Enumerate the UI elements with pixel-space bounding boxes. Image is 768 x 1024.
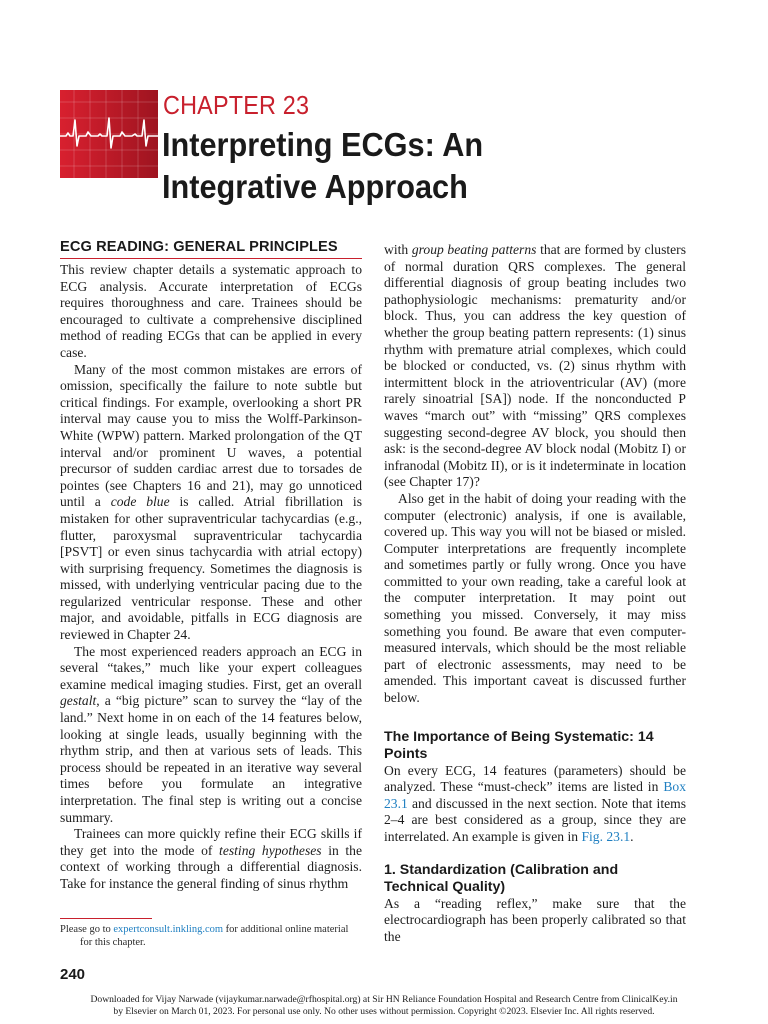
chapter-banner bbox=[60, 90, 158, 178]
paragraph: As a “reading reflex,” make sure that the electrocardiograph has been properly calibrated so that the bbox=[384, 895, 686, 944]
right-column bbox=[384, 242, 686, 945]
download-notice: Downloaded for Vijay Narwade (vijaykumar.narwade@rfhospital.org) at Sir HN Reliance Foundation Hospital and Research Centre from ClinicalKey.in by Elsevier on March 01, 2023. For personal use only. No other uses without permission. Copyright ©2023. Elsevier Inc. All rights reserved. bbox=[90, 994, 678, 1017]
subsection-heading: 1. Standardization (Calibration and Technical Quality) bbox=[384, 861, 619, 895]
paragraph: The most experienced readers approach an ECG in several “takes,” much like your expert colleagues examine medical imaging studies. First, get an overall gestalt, a “big picture” scan to survey the “lay of the land.” Next home in on each of the 14 features below, looking at single leads, usually beginning with the rhythm strip, and then at various sets of leads. This process should be repeated in an iterative way several times before you formulate an integrative interpretation. The final step is writing out a concise summary. bbox=[60, 643, 362, 825]
paragraph: Also get in the habit of doing your reading with the computer (electronic) analysis, if one is available, covered up. This way you will not be biased or misled. Computer interpretations are frequently incomplete and sometimes partly or fully wrong. Once you have committed to your own reading, take a careful look at the computer interpretation. It may point out something you missed. Conversely, it may miss something you found. Be aware that even computer-measured intervals, which should be the most reliable part of electronic assessments, may need to be amended. This important caveat is discussed further below. bbox=[384, 490, 686, 706]
footnote-divider bbox=[60, 918, 152, 919]
chapter-title bbox=[162, 124, 701, 208]
expertconsult-link[interactable]: expertconsult.inkling.com bbox=[113, 924, 224, 935]
chapter-label: CHAPTER 23 bbox=[163, 90, 310, 120]
footnote: Please go to expertconsult.inkling.com for additional online material for this chapter. bbox=[60, 924, 349, 948]
paragraph: with group beating patterns that are formed by clusters of normal duration QRS complexes. The general differential diagnosis of group beating includes two pathophysiologic mechanisms: prematurity and/or block. Thus, you can address the key question of whether the group beating pattern represents: (1) sinus rhythm with premature atrial complexes, which could be blocked or conducted, vs. (2) sinus rhythm with intermittent block in the atrioventricular (AV) (more rarely sinoatrial [SA]) node. If the nonconducted P waves “march out” with “missing” QRS complexes suggesting second-degree AV block, you should then ask: is the second-degree AV block nodal (Mobitz I) or infranodal (Mobitz II), or is it indeterminate in location (see Chapter 17)? bbox=[384, 242, 686, 490]
paragraph: This review chapter details a systematic approach to ECG analysis. Accurate interpretation of ECGs requires thoroughness and care. Trainees should be encouraged to cultivate a comprehensive disciplined method of reading ECGs that can be applied in every case. bbox=[60, 262, 362, 360]
ecg-trace-icon bbox=[60, 90, 158, 178]
chapter-title-line2: Integrative Approach bbox=[162, 168, 468, 205]
paragraph: Trainees can more quickly refine their ECG skills if they get into the mode of testing hypotheses in the context of working through a differential diagnosis. Take for instance the general finding of sinus rhythm bbox=[60, 826, 363, 891]
paragraph: Many of the most common mistakes are errors of omission, specifically the failure to note subtle but critical findings. For example, overlooking a short PR interval may cause you to miss the Wolff-Parkinson-White (WPW) pattern. Marked prolongation of the QT interval and/or prominent U waves, a potential precursor of sudden cardiac arrest due to torsades de pointes (see Chapters 16 and 21), may go unnoticed until a code blue is called. Atrial fibrillation is mistaken for other supraventricular tachycardias (e.g., flutter, paroxysmal supraventricular tachycardia [PSVT] or even sinus tachycardia with atrial ectopy) with surprising frequency. Sometimes the diagnosis is missed, with underlying ventricular pacing due to the regularized ventricular response. These and other major, and avoidable, pitfalls in ECG diagnosis are reviewed in Chapter 24. bbox=[60, 361, 363, 643]
left-column bbox=[60, 262, 362, 893]
page-number: 240 bbox=[60, 966, 86, 983]
section-heading: ECG READING: GENERAL PRINCIPLES bbox=[60, 239, 362, 259]
box-link[interactable]: Box 23.1 bbox=[384, 779, 686, 811]
figure-link[interactable]: Fig. 23.1 bbox=[581, 829, 631, 844]
chapter-title-line1: Interpreting ECGs: An bbox=[162, 126, 484, 163]
subsection-heading: The Importance of Being Systematic: 14 Points bbox=[384, 728, 654, 762]
paragraph: On every ECG, 14 features (parameters) should be analyzed. These “must-check” items are listed in Box 23.1 and discussed in the next section. Note that items 2–4 are best considered as a group, since they are interrelated. An example is given in Fig. 23.1. bbox=[384, 762, 686, 844]
